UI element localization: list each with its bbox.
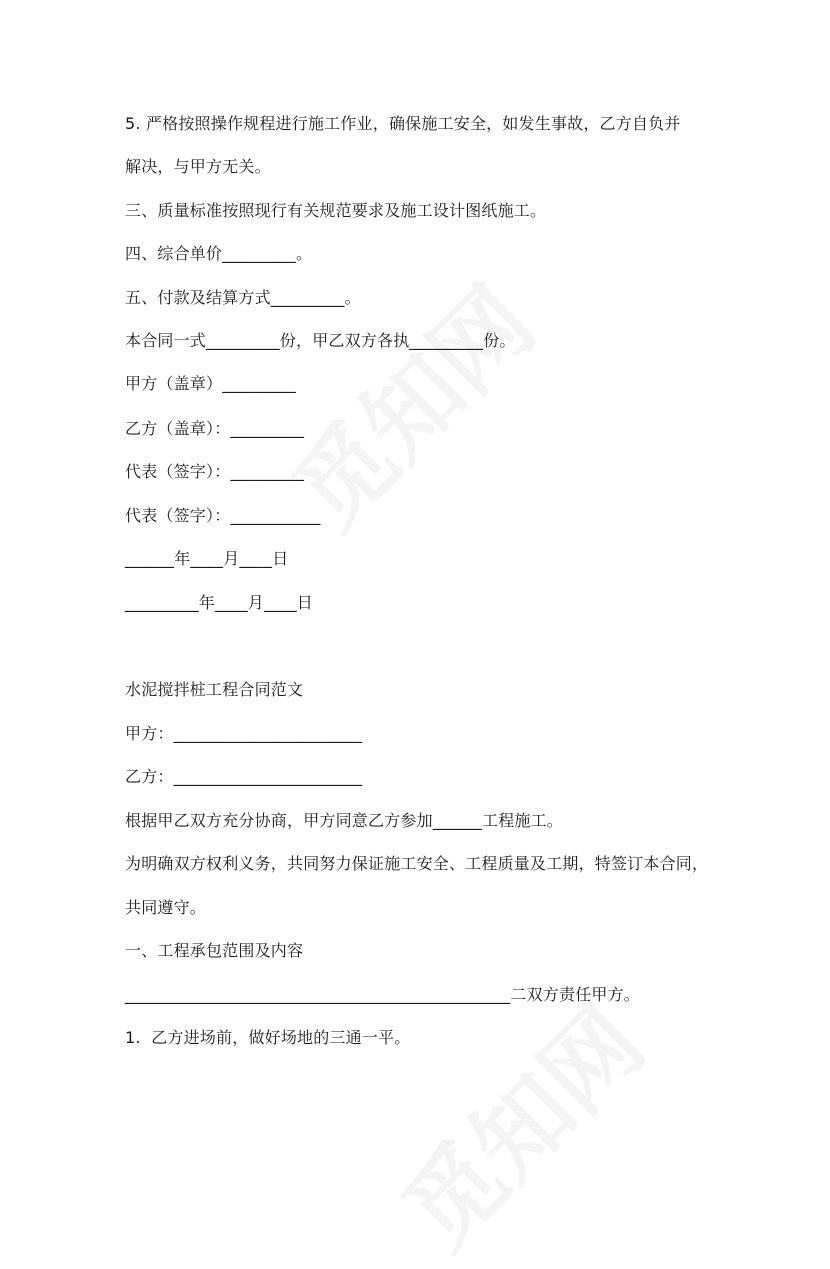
- paragraph-line: 为明确双方权利义务，共同努力保证施工安全、工程质量及工期，特签订本合同，: [125, 854, 709, 873]
- signature-line: 乙方（盖章）：_________: [125, 419, 305, 438]
- party-line: 甲方：_______________________: [125, 724, 363, 743]
- paragraph-line: 共同遵守。: [125, 898, 207, 917]
- date-line: ______年____月____日: [125, 549, 289, 568]
- paragraph-line: 一、工程承包范围及内容: [125, 941, 304, 960]
- paragraph-line: _______________________________________________二双方责任甲方。: [125, 985, 641, 1004]
- party-line: 乙方：_______________________: [125, 767, 363, 786]
- paragraph-line: 5. 严格按照操作规程进行施工作业，确保施工安全，如发生事故，乙方自负并: [125, 114, 681, 133]
- paragraph-line: 根据甲乙双方充分协商，甲方同意乙方参加______工程施工。: [125, 811, 564, 830]
- paragraph-line: 五、付款及结算方式_________。: [125, 288, 361, 307]
- watermark: [388, 992, 660, 1264]
- date-line: _________年____月____日: [125, 593, 314, 612]
- section-title: 水泥搅拌桩工程合同范文: [125, 680, 304, 699]
- paragraph-line: 解决，与甲方无关。: [125, 157, 271, 176]
- signature-line: 甲方（盖章）_________: [125, 374, 297, 393]
- watermark: [278, 272, 550, 544]
- paragraph-line: 三、质量标准按照现行有关规范要求及施工设计图纸施工。: [125, 201, 547, 220]
- paragraph-line: 本合同一式_________份，甲乙双方各执_________份。: [125, 331, 516, 350]
- paragraph-line: 1. 乙方进场前，做好场地的三通一平。: [125, 1028, 411, 1047]
- signature-line: 代表（签字）：_________: [125, 462, 305, 481]
- signature-line: 代表（签字）：___________: [125, 506, 321, 525]
- paragraph-line: 四、综合单价_________。: [125, 244, 313, 263]
